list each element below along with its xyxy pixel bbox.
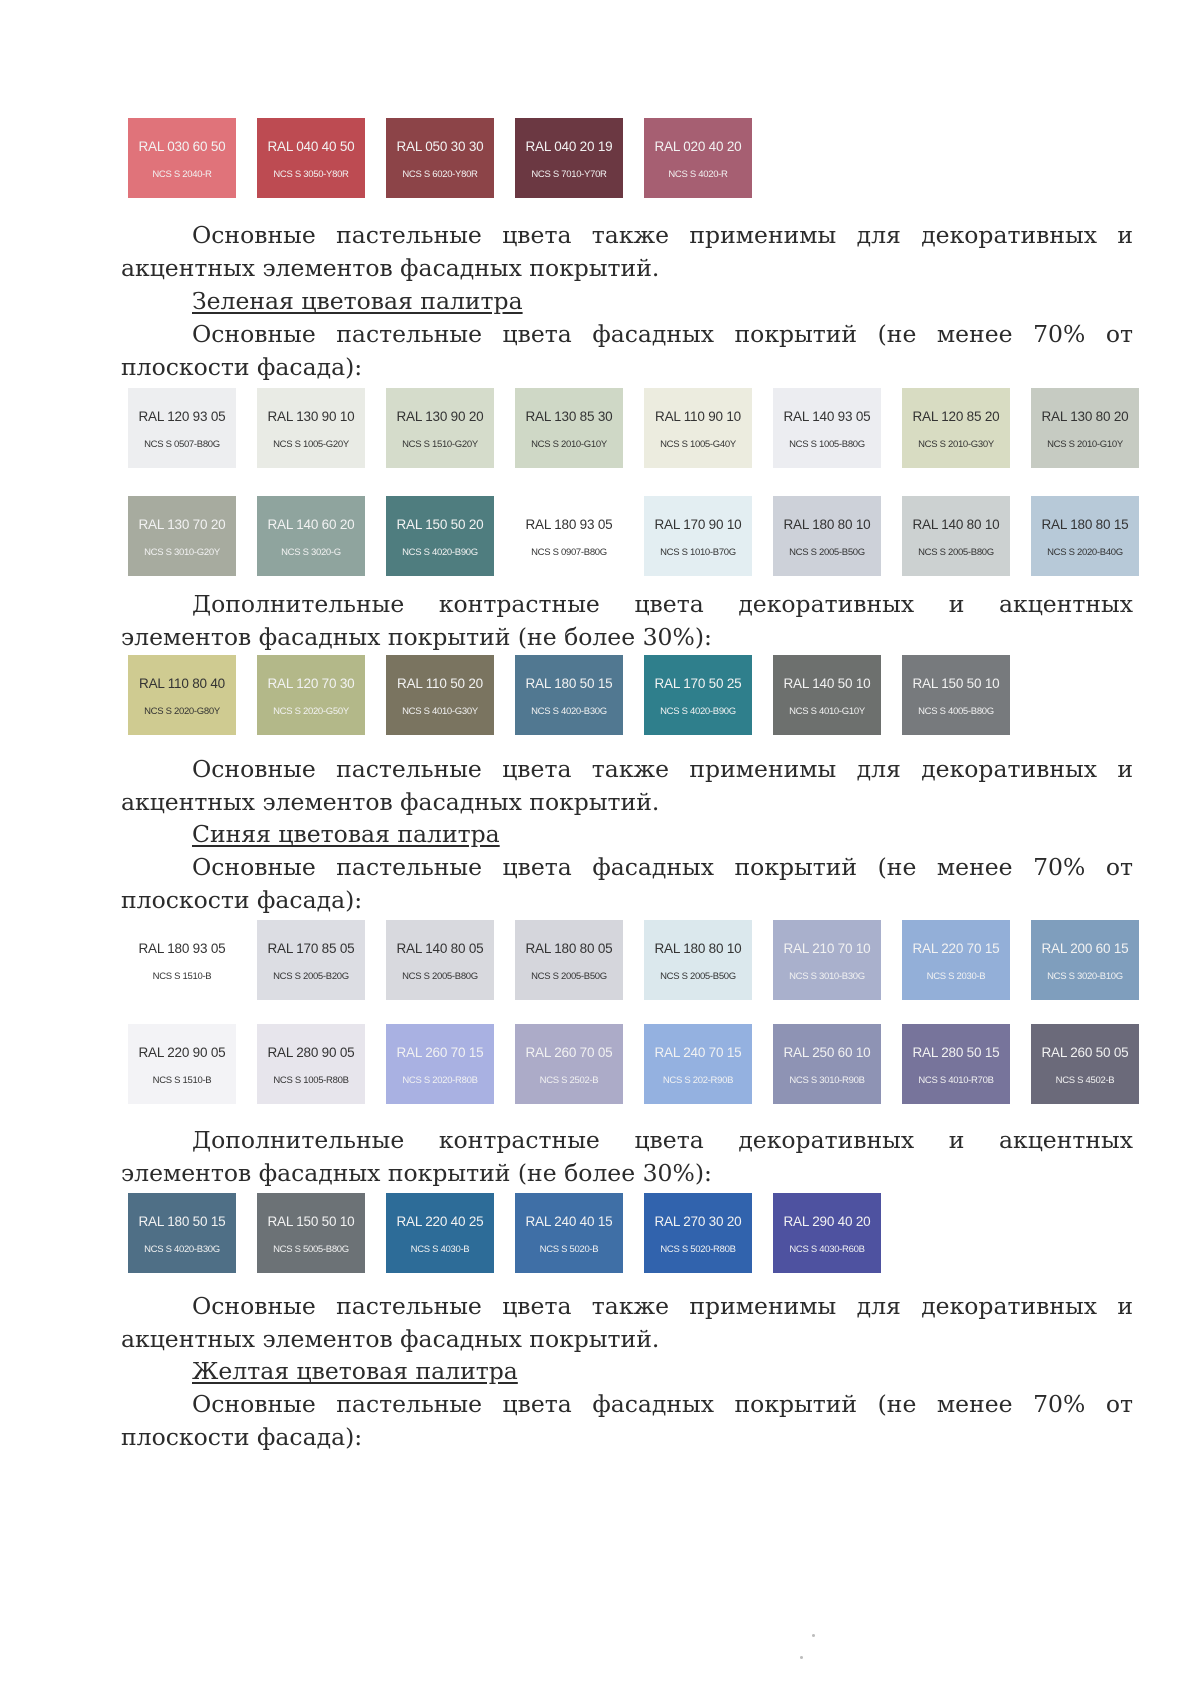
swatch-ral-code: RAL 210 70 10 xyxy=(783,941,871,956)
color-swatch xyxy=(644,920,752,1000)
swatch-ral-code: RAL 140 80 10 xyxy=(912,517,1000,532)
color-swatch xyxy=(1031,388,1139,468)
green-accent-intro-text: Дополнительные контрастные цвета декоративных и акцентных элементов фасадных покрытий (не более 30%): xyxy=(121,590,1133,651)
swatch-ncs-code: NCS S 4030-R60B xyxy=(789,1244,865,1255)
swatch-ncs-code: NCS S 2010-G10Y xyxy=(1047,439,1123,450)
color-swatch xyxy=(773,1024,881,1104)
color-swatch xyxy=(386,118,494,198)
swatch-ncs-code: NCS S 2005-B50G xyxy=(789,547,865,558)
heading-yellow-palette: Желтая цветовая палитра xyxy=(192,1357,518,1385)
color-swatch xyxy=(257,496,365,576)
swatch-ral-code: RAL 280 50 15 xyxy=(912,1045,1000,1060)
color-swatch xyxy=(902,388,1010,468)
color-swatch xyxy=(773,1193,881,1273)
swatch-ral-code: RAL 110 80 40 xyxy=(139,676,225,691)
color-swatch xyxy=(773,496,881,576)
color-swatch xyxy=(1031,496,1139,576)
color-swatch xyxy=(902,655,1010,735)
color-swatch xyxy=(902,920,1010,1000)
swatch-ral-code: RAL 140 80 05 xyxy=(396,941,484,956)
swatch-ncs-code: NCS S 4030-B xyxy=(410,1244,470,1255)
swatch-ncs-code: NCS S 1005-G20Y xyxy=(273,439,349,450)
swatch-ncs-code: NCS S 3010-G20Y xyxy=(144,547,220,558)
note-text-3: Основные пастельные цвета также применимы для декоративных и акцентных элементов фасадных покрытий. xyxy=(121,1292,1133,1353)
swatch-ncs-code: NCS S 4010-G10Y xyxy=(789,706,865,717)
note-text-2: Основные пастельные цвета также применимы для декоративных и акцентных элементов фасадных покрытий. xyxy=(121,755,1133,816)
swatch-ncs-code: NCS S 1005-R80B xyxy=(273,1075,349,1086)
swatch-ncs-code: NCS S 3020-G xyxy=(281,547,341,558)
swatch-ncs-code: NCS S 2020-G80Y xyxy=(144,706,220,717)
color-swatch xyxy=(386,920,494,1000)
swatch-ral-code: RAL 280 90 05 xyxy=(267,1045,355,1060)
swatch-ncs-code: NCS S 4020-B30G xyxy=(531,706,607,717)
paragraph-note-2 xyxy=(121,753,1133,819)
color-swatch xyxy=(386,496,494,576)
swatch-ncs-code: NCS S 0507-B80G xyxy=(144,439,220,450)
color-swatch xyxy=(128,388,236,468)
color-swatch xyxy=(128,920,236,1000)
swatch-ral-code: RAL 130 90 10 xyxy=(267,409,355,424)
color-swatch xyxy=(257,1024,365,1104)
color-swatch xyxy=(1031,1024,1139,1104)
swatch-ncs-code: NCS S 1510-B xyxy=(152,1075,212,1086)
swatch-ncs-code: NCS S 1510-B xyxy=(152,971,212,982)
color-swatch xyxy=(773,655,881,735)
color-swatch xyxy=(773,388,881,468)
swatch-ral-code: RAL 150 50 20 xyxy=(396,517,484,532)
swatch-ncs-code: NCS S 2005-B80G xyxy=(402,971,478,982)
paragraph-note xyxy=(121,219,1133,285)
scan-speck xyxy=(812,1634,815,1637)
color-swatch xyxy=(515,655,623,735)
swatch-ral-code: RAL 180 80 05 xyxy=(525,941,613,956)
swatch-row-green-main-1 xyxy=(0,388,1200,468)
swatch-ral-code: RAL 150 50 10 xyxy=(267,1214,355,1229)
swatch-ral-code: RAL 180 50 15 xyxy=(138,1214,226,1229)
color-swatch xyxy=(644,496,752,576)
swatch-ral-code: RAL 260 50 05 xyxy=(1041,1045,1129,1060)
swatch-ral-code: RAL 220 90 05 xyxy=(138,1045,226,1060)
heading-blue-palette: Синяя цветовая палитра xyxy=(192,820,500,848)
swatch-ral-code: RAL 140 93 05 xyxy=(783,409,871,424)
swatch-ncs-code: NCS S 202-R90B xyxy=(662,1075,734,1086)
swatch-ncs-code: NCS S 1010-B70G xyxy=(660,547,736,558)
paragraph-blue-accent-intro xyxy=(121,1124,1133,1190)
color-swatch xyxy=(902,1024,1010,1104)
color-swatch xyxy=(386,388,494,468)
color-swatch xyxy=(128,1024,236,1104)
swatch-ral-code: RAL 290 40 20 xyxy=(783,1214,871,1229)
color-swatch xyxy=(386,1193,494,1273)
swatch-ncs-code: NCS S 4010-G30Y xyxy=(402,706,478,717)
swatch-ral-code: RAL 180 80 10 xyxy=(654,941,742,956)
swatch-ncs-code: NCS S 5005-B80G xyxy=(273,1244,349,1255)
swatch-ral-code: RAL 120 93 05 xyxy=(138,409,226,424)
swatch-ral-code: RAL 180 80 15 xyxy=(1041,517,1129,532)
swatch-ncs-code: NCS S 4502-B xyxy=(1055,1075,1115,1086)
swatch-ncs-code: NCS S 7010-Y70R xyxy=(531,169,607,180)
swatch-ral-code: RAL 220 70 15 xyxy=(912,941,1000,956)
color-swatch xyxy=(644,1193,752,1273)
swatch-ncs-code: NCS S 1005-B80G xyxy=(789,439,865,450)
paragraph-green-accent-intro xyxy=(121,588,1133,654)
swatch-ncs-code: NCS S 2020-G50Y xyxy=(273,706,349,717)
color-swatch xyxy=(386,655,494,735)
swatch-ncs-code: NCS S 3020-B10G xyxy=(1047,971,1123,982)
swatch-ral-code: RAL 120 70 30 xyxy=(267,676,355,691)
swatch-ral-code: RAL 240 70 15 xyxy=(654,1045,742,1060)
swatch-ncs-code: NCS S 5020-B xyxy=(539,1244,599,1255)
color-swatch xyxy=(386,1024,494,1104)
yellow-main-intro-text: Основные пастельные цвета фасадных покрытий (не менее 70% от плоскости фасада): xyxy=(121,1390,1133,1451)
swatch-ral-code: RAL 120 85 20 xyxy=(912,409,1000,424)
color-swatch xyxy=(644,1024,752,1104)
swatch-ral-code: RAL 130 80 20 xyxy=(1041,409,1129,424)
color-swatch xyxy=(644,655,752,735)
color-swatch xyxy=(515,1024,623,1104)
swatch-ncs-code: NCS S 4010-R70B xyxy=(918,1075,994,1086)
swatch-ral-code: RAL 150 50 10 xyxy=(912,676,1000,691)
note-text: Основные пастельные цвета также применимы для декоративных и акцентных элементов фасадных покрытий. xyxy=(121,221,1133,282)
swatch-ral-code: RAL 270 30 20 xyxy=(654,1214,742,1229)
swatch-ncs-code: NCS S 2010-G30Y xyxy=(918,439,994,450)
color-swatch xyxy=(515,388,623,468)
color-swatch xyxy=(257,118,365,198)
color-swatch xyxy=(644,118,752,198)
paragraph-note-3 xyxy=(121,1290,1133,1356)
color-swatch xyxy=(515,496,623,576)
color-swatch xyxy=(257,388,365,468)
swatch-ncs-code: NCS S 4020-R xyxy=(668,169,728,180)
swatch-row-red-accent xyxy=(0,118,1200,198)
swatch-ncs-code: NCS S 1005-G40Y xyxy=(660,439,736,450)
swatch-ncs-code: NCS S 3050-Y80R xyxy=(273,169,349,180)
swatch-row-green-accent xyxy=(0,655,1200,735)
swatch-row-green-main-2 xyxy=(0,496,1200,576)
swatch-ral-code: RAL 240 40 15 xyxy=(525,1214,613,1229)
swatch-ncs-code: NCS S 1510-G20Y xyxy=(402,439,478,450)
swatch-ral-code: RAL 020 40 20 xyxy=(654,139,742,154)
swatch-row-blue-accent xyxy=(0,1193,1200,1273)
swatch-ral-code: RAL 140 60 20 xyxy=(267,517,355,532)
paragraph-yellow-main-intro xyxy=(121,1388,1133,1454)
swatch-ral-code: RAL 180 93 05 xyxy=(138,941,226,956)
color-swatch xyxy=(773,920,881,1000)
color-swatch xyxy=(128,118,236,198)
color-swatch xyxy=(644,388,752,468)
swatch-ral-code: RAL 180 93 05 xyxy=(525,517,613,532)
color-swatch xyxy=(515,118,623,198)
blue-accent-intro-text: Дополнительные контрастные цвета декоративных и акцентных элементов фасадных покрытий (не более 30%): xyxy=(121,1126,1133,1187)
swatch-ncs-code: NCS S 2040-R xyxy=(152,169,212,180)
paragraph-blue-main-intro xyxy=(121,851,1133,917)
swatch-ral-code: RAL 030 60 50 xyxy=(138,139,226,154)
swatch-ncs-code: NCS S 4005-B80G xyxy=(918,706,994,717)
swatch-ral-code: RAL 180 50 15 xyxy=(525,676,613,691)
swatch-ral-code: RAL 130 85 30 xyxy=(525,409,613,424)
swatch-ral-code: RAL 040 20 19 xyxy=(525,139,613,154)
swatch-ncs-code: NCS S 4020-B90G xyxy=(660,706,736,717)
swatch-ncs-code: NCS S 2502-B xyxy=(539,1075,599,1086)
swatch-row-blue-main-2 xyxy=(0,1024,1200,1104)
color-swatch xyxy=(257,1193,365,1273)
swatch-ral-code: RAL 130 90 20 xyxy=(396,409,484,424)
color-swatch xyxy=(257,655,365,735)
swatch-ncs-code: NCS S 3010-B30G xyxy=(789,971,865,982)
color-swatch xyxy=(128,496,236,576)
swatch-ncs-code: NCS S 2005-B20G xyxy=(273,971,349,982)
swatch-ral-code: RAL 170 90 10 xyxy=(654,517,742,532)
color-swatch xyxy=(515,920,623,1000)
swatch-ncs-code: NCS S 2020-R80B xyxy=(402,1075,478,1086)
swatch-ncs-code: NCS S 0907-B80G xyxy=(531,547,607,558)
swatch-ncs-code: NCS S 6020-Y80R xyxy=(402,169,478,180)
swatch-ral-code: RAL 220 40 25 xyxy=(396,1214,484,1229)
color-swatch xyxy=(902,496,1010,576)
swatch-ral-code: RAL 170 50 25 xyxy=(654,676,742,691)
swatch-ncs-code: NCS S 3010-R90B xyxy=(789,1075,865,1086)
swatch-ncs-code: NCS S 2005-B50G xyxy=(531,971,607,982)
swatch-ral-code: RAL 140 50 10 xyxy=(783,676,871,691)
swatch-ral-code: RAL 050 30 30 xyxy=(396,139,484,154)
swatch-ral-code: RAL 110 90 10 xyxy=(655,409,741,424)
swatch-ncs-code: NCS S 2010-G10Y xyxy=(531,439,607,450)
swatch-ral-code: RAL 260 70 15 xyxy=(396,1045,484,1060)
scan-speck xyxy=(800,1656,803,1659)
swatch-ral-code: RAL 260 70 05 xyxy=(525,1045,613,1060)
swatch-ncs-code: NCS S 2005-B50G xyxy=(660,971,736,982)
heading-green-palette: Зеленая цветовая палитра xyxy=(192,287,523,315)
swatch-ncs-code: NCS S 2005-B80G xyxy=(918,547,994,558)
green-main-intro-text: Основные пастельные цвета фасадных покрытий (не менее 70% от плоскости фасада): xyxy=(121,320,1133,381)
swatch-row-blue-main-1 xyxy=(0,920,1200,1000)
color-swatch xyxy=(128,1193,236,1273)
color-swatch xyxy=(515,1193,623,1273)
color-swatch xyxy=(128,655,236,735)
swatch-ncs-code: NCS S 5020-R80B xyxy=(660,1244,736,1255)
swatch-ral-code: RAL 040 40 50 xyxy=(267,139,355,154)
swatch-ral-code: RAL 110 50 20 xyxy=(397,676,483,691)
swatch-ral-code: RAL 200 60 15 xyxy=(1041,941,1129,956)
color-swatch xyxy=(1031,920,1139,1000)
color-swatch xyxy=(257,920,365,1000)
swatch-ncs-code: NCS S 4020-B30G xyxy=(144,1244,220,1255)
paragraph-green-main-intro xyxy=(121,318,1133,384)
blue-main-intro-text: Основные пастельные цвета фасадных покрытий (не менее 70% от плоскости фасада): xyxy=(121,853,1133,914)
swatch-ncs-code: NCS S 2030-B xyxy=(926,971,986,982)
swatch-ral-code: RAL 130 70 20 xyxy=(138,517,226,532)
swatch-ncs-code: NCS S 2020-B40G xyxy=(1047,547,1123,558)
swatch-ral-code: RAL 180 80 10 xyxy=(783,517,871,532)
swatch-ral-code: RAL 250 60 10 xyxy=(783,1045,871,1060)
swatch-ral-code: RAL 170 85 05 xyxy=(267,941,355,956)
swatch-ncs-code: NCS S 4020-B90G xyxy=(402,547,478,558)
